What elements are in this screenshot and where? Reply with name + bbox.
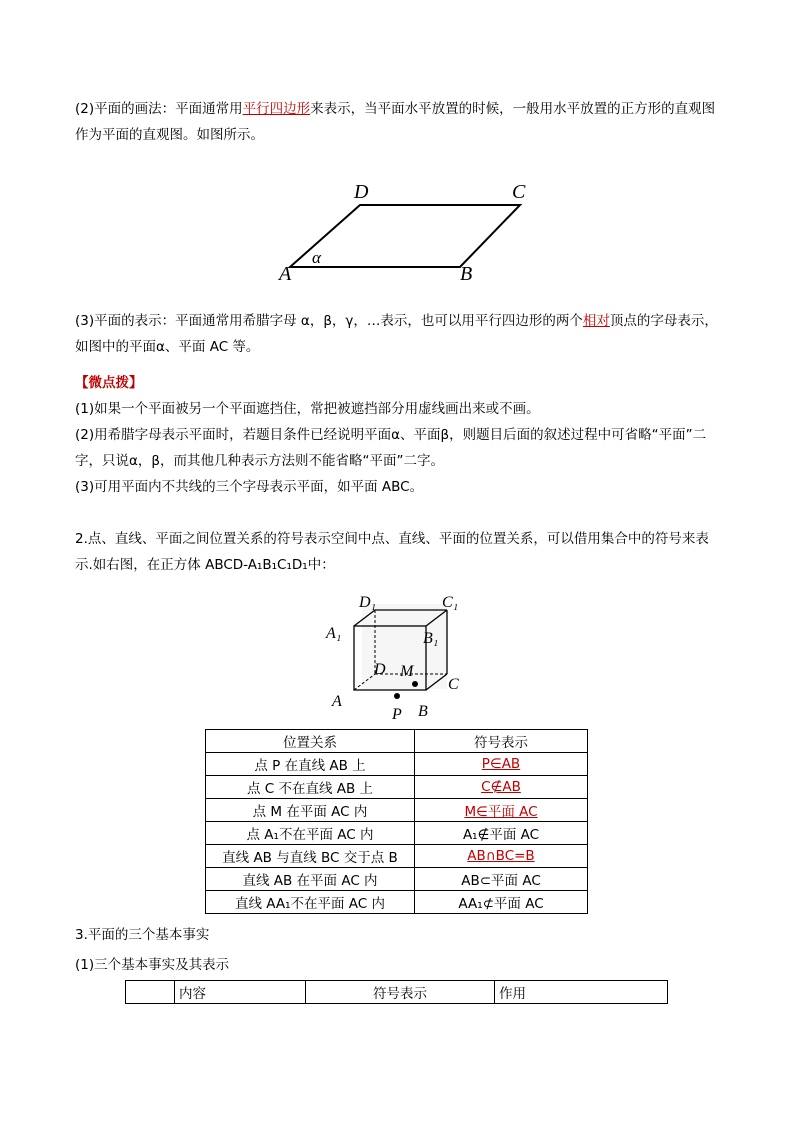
cube-label-M: M [400,663,414,680]
p2-prefix: (2)平面的画法：平面通常用 [75,101,243,117]
p2-suffix: 来表示，当平面水平放置的时候，一般用水平放置的正方形的直观图作为平面的直观图。如图所示。 [75,101,716,143]
relation-cell: 直线 AB 与直线 BC 交于点 B [206,845,415,868]
label-A: A [279,263,292,285]
symbol-cell: P∈AB [415,753,588,776]
table-row [206,753,588,776]
symbol-cell: AB∩BC=B [415,845,588,868]
table-header: 位置关系 [206,730,415,753]
cube-label-B: B [418,703,428,720]
p3-prefix: (3)平面的表示：平面通常用希腊字母 α，β，γ，…表示，也可以用平行四边形的两个 [75,313,583,329]
table-row [206,822,588,845]
section-3-title: 3.平面的三个基本事实 [75,927,210,943]
p3-red: 相对 [582,313,610,329]
section-2-text: 2.点、直线、平面之间位置关系的符号表示空间中点、直线、平面的位置关系，可以借用集合中的符号来表示.如右图，在正方体 ABCD-A₁B₁C₁D₁中： [75,531,709,573]
cube-label-P: P [392,706,402,723]
relation-cell: 直线 AA₁不在平面 AC 内 [206,891,415,914]
section-3-1-title: (1)三个基本事实及其表示 [75,957,230,973]
symbol-cell: C∉AB [415,776,588,799]
relation-cell: 点 C 不在直线 AB 上 [206,776,415,799]
relation-cell: 点 M 在平面 AC 内 [206,799,415,822]
symbol-cell: A₁∉平面 AC [415,822,588,845]
table-row [206,799,588,822]
table-header: 内容 [175,981,306,1004]
cube-label-D: D [374,661,386,678]
tip-1: (1)如果一个平面被另一个平面遮挡住，常把被遮挡部分用虚线画出来或不画。 [75,401,540,417]
relation-cell: 点 P 在直线 AB 上 [206,753,415,776]
symbol-cell: AA₁⊄平面 AC [415,891,588,914]
cube-label-A1: A₁ [326,625,342,642]
relation-table [205,729,588,914]
table-header [126,981,175,1004]
cube-figure [322,588,472,723]
tip-title: 【微点拨】 [75,375,143,391]
table-header: 符号表示 [306,981,495,1004]
symbol-cell: AB⊂平面 AC [415,868,588,891]
relation-cell: 点 A₁不在平面 AC 内 [206,822,415,845]
label-D: D [354,181,369,203]
p2-red: 平行四边形 [242,101,311,117]
tips-block [75,370,725,500]
label-C: C [512,181,526,203]
tip-3: (3)可用平面内不共线的三个字母表示平面，如平面 ABC。 [75,479,424,495]
table-row [206,891,588,914]
paragraph-plane-drawing [75,96,725,148]
paragraph-plane-notation [75,308,725,360]
label-B: B [460,263,473,285]
table-row [206,868,588,891]
cube-label-C1: C₁ [442,594,459,611]
table-header-row [126,981,668,1004]
symbol-cell: M∈平面 AC [415,799,588,822]
cube-label-C: C [448,676,459,693]
table-header: 符号表示 [415,730,588,753]
tip-2: (2)用希腊字母表示平面时，若题目条件已经说明平面α、平面β，则题目后面的叙述过程中可省略“平面”二字，只说α，β，而其他几种表示方法则不能省略“平面”二字。 [75,427,707,469]
relation-cell: 直线 AB 在平面 AC 内 [206,868,415,891]
table-header-row [206,730,588,753]
table-header: 作用 [495,981,668,1004]
basic-facts-table [125,980,668,1004]
label-alpha: α [312,248,321,267]
cube-label-B1: B₁ [423,630,439,647]
table-row [206,776,588,799]
cube-label-D1: D₁ [359,594,377,611]
p3-suffix: 顶点的字母表示，如图中的平面α、平面 AC 等。 [75,313,718,355]
table-row [206,845,588,868]
cube-label-A: A [332,693,342,710]
parallelogram-figure [250,170,550,290]
